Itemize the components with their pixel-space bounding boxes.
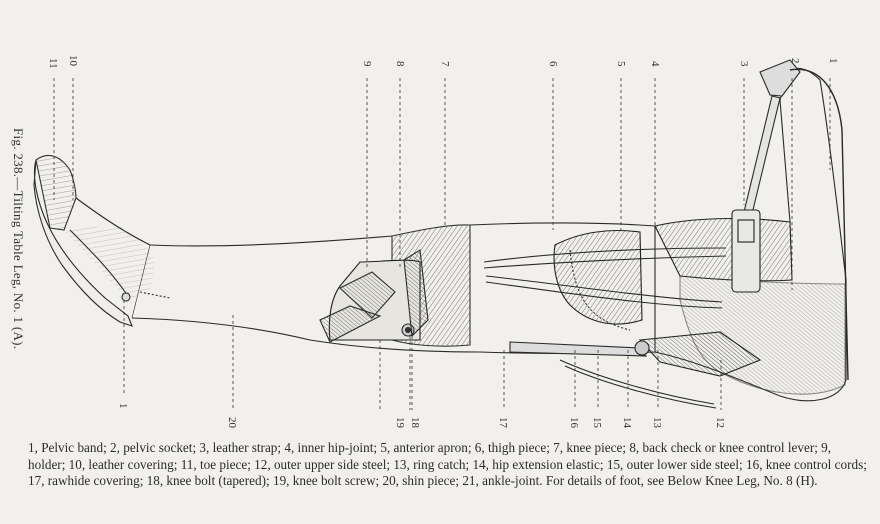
label-10: 10 — [67, 55, 79, 66]
label-16: 16 — [568, 417, 580, 428]
label-20: 20 — [226, 417, 238, 428]
leg-drawing — [34, 60, 848, 408]
label-17: 17 — [497, 417, 509, 428]
label-11: 11 — [47, 58, 59, 69]
bottom-number-labels — [117, 403, 726, 429]
label-18: 18 — [409, 417, 421, 428]
label-2: 2 — [789, 58, 801, 64]
label-6: 6 — [547, 61, 559, 67]
label-1-top: 1 — [827, 58, 839, 64]
label-9: 9 — [361, 61, 373, 67]
top-number-labels — [47, 55, 839, 69]
label-4: 4 — [649, 61, 661, 67]
label-3: 3 — [738, 61, 750, 67]
figure-caption: 1, Pelvic band; 2, pelvic socket; 3, leather strap; 4, inner hip-joint; 5, anterior apron; 6, thigh piece; 7, knee piece; 8, back check or knee control lever; 9, holder; 10, leather covering; 11, toe piece; 12, outer upper side steel; 13, ring catch; 14, hip extension elastic; 15, outer lower side steel; 16, knee control cords; 17, rawhide covering; 18, knee bolt (tapered); 19, knee bolt screw; 20, shin piece; 21, ankle-joint. For details of foot, see Below Knee Leg, No. 8 (H). — [28, 440, 867, 488]
label-8: 8 — [394, 61, 406, 67]
label-13: 13 — [651, 417, 663, 428]
label-19: 19 — [394, 417, 406, 428]
figure-title: Fig. 238.—Tilting Table Leg, No. 1 (A). — [11, 128, 26, 350]
label-7: 7 — [439, 61, 451, 67]
label-5: 5 — [615, 61, 627, 67]
label-14: 14 — [621, 417, 633, 428]
label-15: 15 — [591, 417, 603, 428]
label-1-bottom: 1 — [117, 403, 129, 409]
label-12: 12 — [714, 417, 726, 428]
